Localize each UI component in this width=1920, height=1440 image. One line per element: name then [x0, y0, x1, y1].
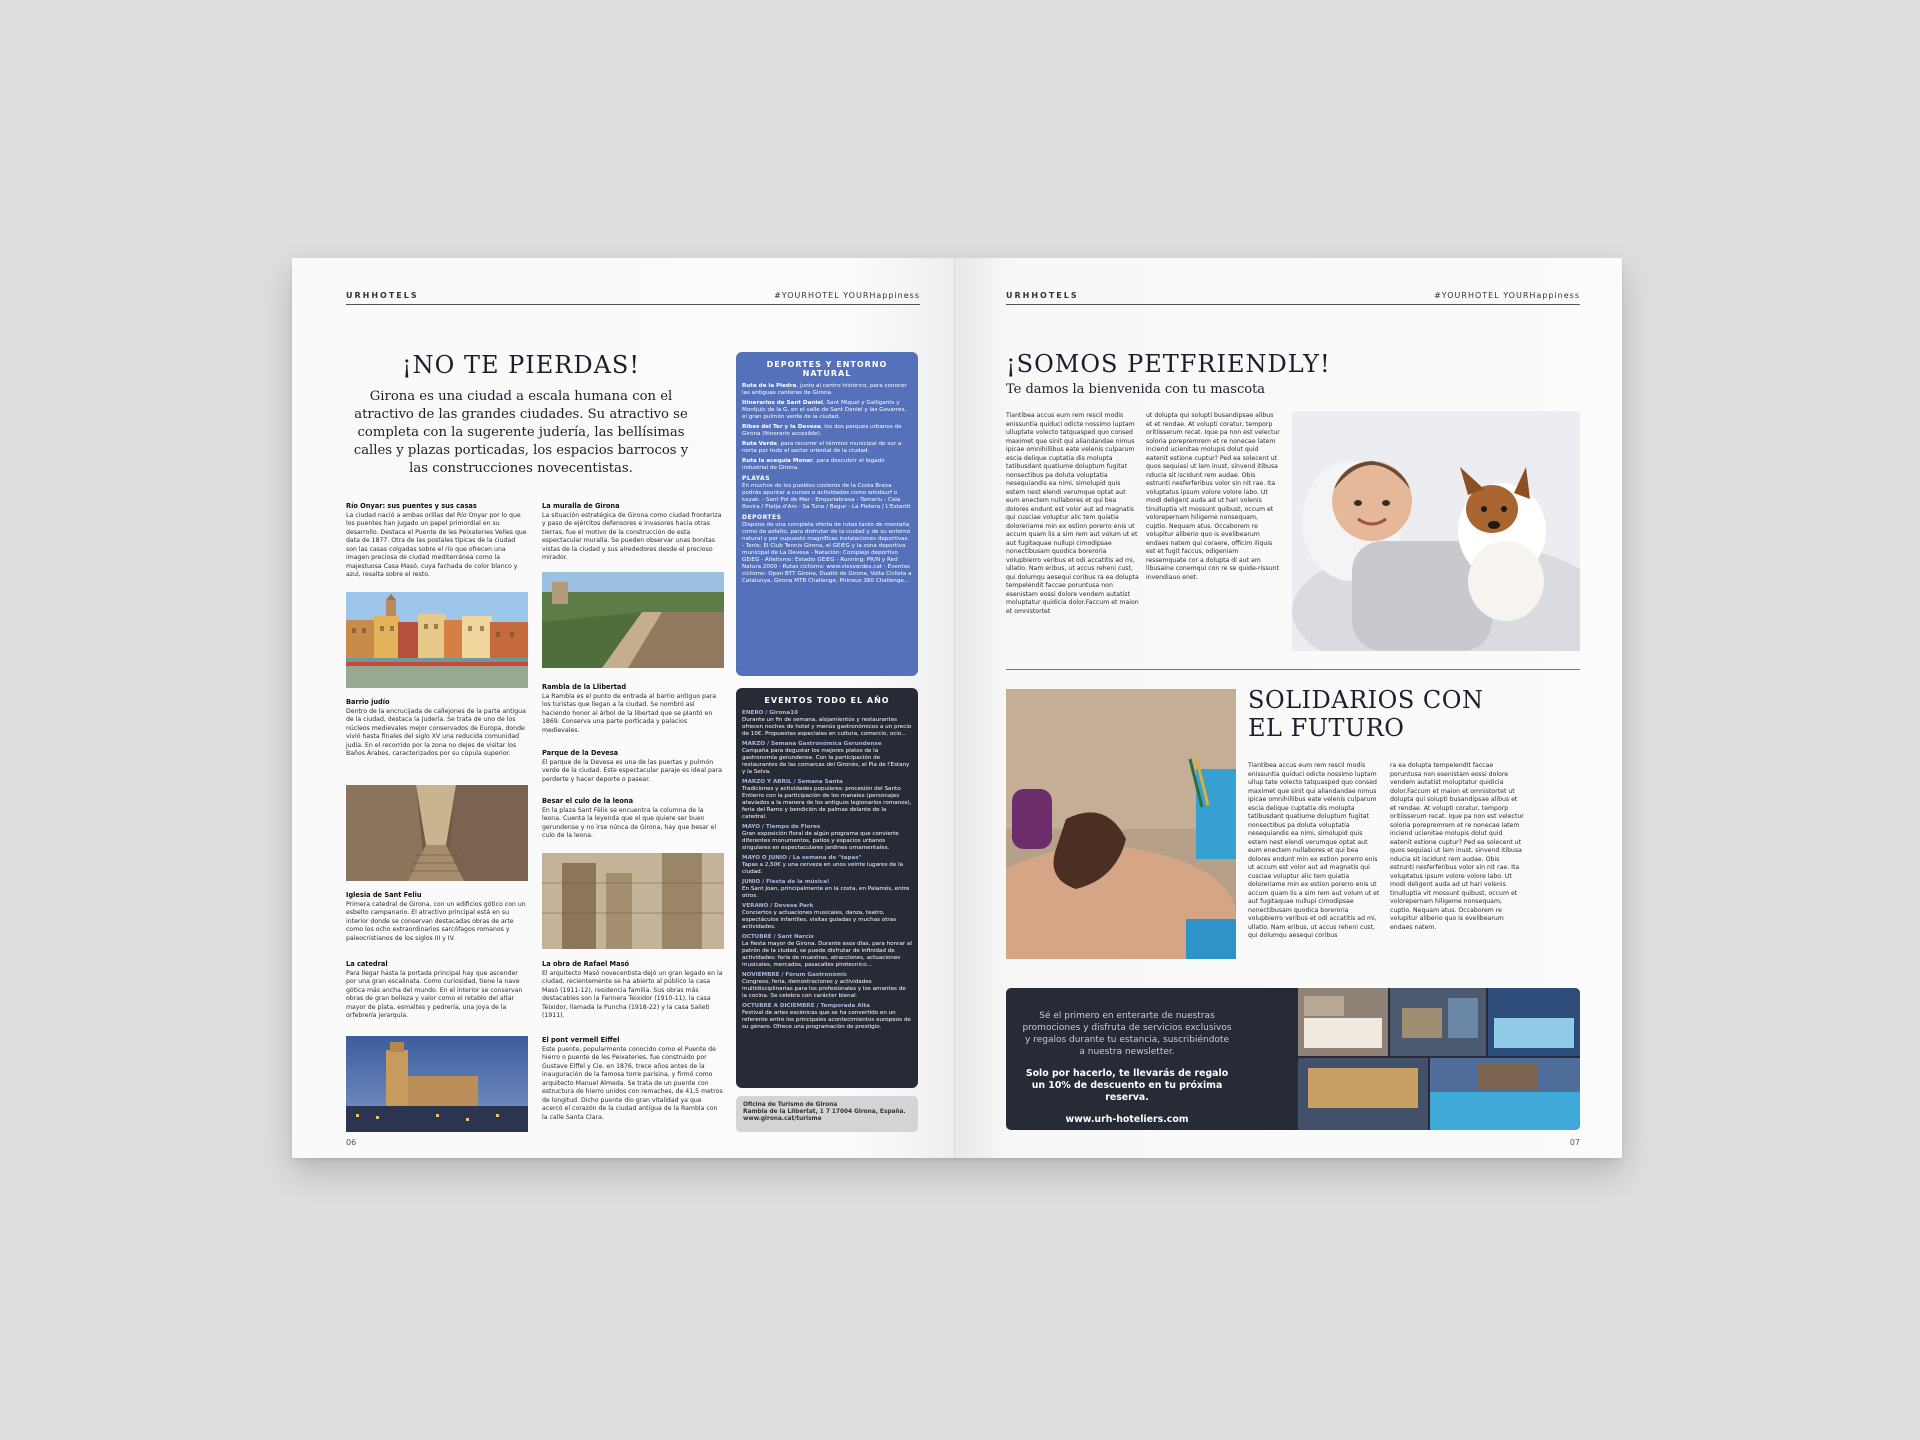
page-left — [292, 258, 956, 1158]
article-barrio-judio — [346, 698, 528, 759]
article-text: El parque de la Devesa es una de las puertas y pulmón verde de la ciudad. Este espectacular paraje es ideal para perderte y hacer deporte o pasear. — [542, 758, 722, 783]
newsletter-offer: Solo por hacerlo, te llevarás de regalo un 10% de descuento en tu próxima reserva. — [1025, 1068, 1229, 1103]
article-text: Este puente, popularmente conocido como el Puente de hierro o puente de les Peixateries, fue construido por Gustave Eiffel y Cie. en 1876, trece años antes de la inauguración de la famosa torre parisina, y firmó como arquitecto Manuel Almeda. Se trata de un puente con estructura de hierro unidos con remaches, de 41,5 metros de longitud. Dicho puente dio gran vitalidad ya que acercó el corazón de la ciudad antigua de la Rambla con la calle Santa Clara. — [542, 1045, 723, 1121]
body-text: Tiantibea accus eum rem rescil modis enissuntia quiduci odicte nossimo luptam ulluptate volecto tatquasped quo consed maximet que sinit qui aliandandae nimus ipicae omnihillibus eate velenis culparum escia delique cuptatia dis molupta tatibusdant quatiume doluptum fugitat nonsectibus pa doluta voluptatia nesequiandis ea nimi, simolupid quis estem nest elendi verumque optat aut eum enectem nullabores et qui bea dolores endunt est volor aut ad magnatis qui cusciae voluptur alic tem quiatia doloreriame min ex estion porerro enis ut accum quam lis a sim rem aut volum ut et aut fugitaquae nullupi cimodipsae nonectibusam quodica boreroria volupbierro veribus et odi accatitis ad mi, ullatio. Nam eribus, ut accus reheni cust, qui dolumqu aesequi coribus ra ea dolupta tempelendit faccae poruntusa non esenistam eossi dolore vendem autatist moluptatur quidicia dolor.Faccum et maion et omnistortet — [1006, 412, 1139, 615]
photo-boy-with-dog — [1292, 411, 1580, 651]
article-title: Parque de la Devesa — [542, 749, 619, 757]
event-item: NOVIEMBRE / Fòrum Gastronòmic Congreso, feria, demostraciones y actividades multidisciplinarias para los profesionales y los amantes de la cocina. Se celebra con carácter bienal. — [742, 972, 906, 999]
article-text: La ciudad nació a ambas orillas del Río Onyar por lo que los puentes han jugado un papel primordial en su desarrollo. Destaca el Puente de les Peixateries Velles que data de 1877. Otra de las postales típicas de la ciudad son las casas colgadas sobre el río que ofrecen una imagen preciosa de ciudad mediterránea como la majestuosa Casa Masó, cuya fachada de color blanco y azul, resalta sobre el resto. — [346, 511, 527, 578]
solidarios-text-col2 — [1390, 762, 1524, 932]
photo-helping-hands — [1006, 689, 1236, 959]
event-item: MARZO Y ABRIL / Semana Santa Tradiciones y actividades populares: procesión del Santo Entierro con la participación de los manaies (personajes ataviados a la manera de los antiguos legionarios romanos), feria del Ramo y bendición de palmas delante de la catedral. — [742, 779, 912, 820]
event-item: OCTUBRE A DICIEMBRE / Temporada Alta Festival de artes escénicas que se ha convertido en un referente entre los principales acontecimientos europeos de su género. Ofrece una programación de prestigio. — [742, 1003, 911, 1030]
sidebar-sports-nature — [736, 352, 918, 676]
article-pont-eiffel — [542, 1036, 724, 1122]
sidebar-title: EVENTOS TODO EL AÑO — [764, 696, 890, 705]
sidebar-item: Ruta Verde, para recorrer el término municipal de sur a norte por todo el sector oriental de la ciudad. — [742, 441, 902, 454]
article-title: Río Onyar: sus puentes y sus casas — [346, 502, 477, 510]
newsletter-intro: Sé el primero en enterarte de nuestras promociones y disfruta de servicios exclusivos y regalos durante tu estancia, suscribiéndote a nuestra newsletter. — [1022, 1011, 1232, 1057]
sidebar-events — [736, 688, 918, 1088]
running-head-right — [1006, 291, 1580, 305]
hashtag: #YOURHOTEL YOURHappiness — [774, 291, 920, 300]
hotel-photo-grid — [1298, 988, 1580, 1130]
event-item: MARZO / Semana Gastronómica Gerundense Campaña para degustar los mejores platos de la gastronomía gerundense. Con la participación de restaurantes de las comarcas del Gironès, el Pla de l'Estany y la Selva. — [742, 741, 910, 775]
body-text: Tiantibea accus eum rem rescil modis enissuntia quiduci odicte nossimo luptam ullup tate volecto tatquasped quo consed maximet que sinit qui aliandandae nimus ipicae omnihillibus eate velenis culparum escia delique cuptatia dis molupta tatibusdant quatiume doluptum fugitat nonsectibus pa doluta voluptatia nesequiandis ea nimi, simolupid quis estem nest elendi verumque optat aut eum enectem nullabores et qui bea dolores endunt min ex estion porerro enis ut accum est volor aut ad magnatis qui cusciae voluptur alic tem quiatia doloreriame min ex estion porerro enis ut accum quam lis a sim rem aut volum ut et aut fugitaquae nullupi cimodipsae nonectibusam quodica boreroria volupbierro veribus et odi accatitis ad mi, ullatio. Nam eribus, ut accus reheni cust, qui dolumqu aesequi coribus — [1248, 762, 1380, 939]
sidebar-playas-text: En muchos de los pueblos costeros de la Costa Brava podrás apuntar a cursos o actividades como windsurf o kayak. - Sant Pol de Mar - Empuriabrava - Tamariu - Cala Rovira / Platja d'Aro - Sa Tuna / Begur - La Pletera / L'Estartit — [742, 483, 911, 510]
page-number-left: 06 — [346, 1138, 357, 1147]
article-title: Rambla de la Llibertad — [542, 683, 627, 691]
article-title: El pont vermell Eiffel — [542, 1036, 620, 1044]
article-text: Primera catedral de Girona, con un edificios gótico con un esbelto campanario. El atractivo principal está en su interior donde se conservan destacadas obras de arte como los ocho extraordinarios sarcófagos romanos y paleocristianos de los siglos III y IV. — [346, 900, 526, 942]
article-muralla — [542, 502, 724, 563]
magazine-spread — [292, 258, 1622, 1158]
event-item: MAYO / Tiempo de Flores Gran exposición floral de algún programa que convierte diferentes monumentos, patios y espacios urbanos singulares en espectaculares jardines ornamentales. — [742, 824, 899, 851]
article-onyar — [346, 502, 528, 580]
office-url[interactable]: www.girona.cat/turisme — [743, 1116, 822, 1122]
event-item: VERANO / Devesa Park Conciertos y actuaciones musicales, danza, teatro, espectáculos infantiles, visitas guiadas y muchas otras actividades. — [742, 903, 897, 930]
office-address: Rambla de la Llibertat, 1 7 17004 Girona, España. — [743, 1109, 906, 1115]
sidebar-subtitle-playas: PLAYAS — [742, 475, 771, 482]
event-item: ENERO / Girona10 Durante un fin de semana, alojamientos y restaurantes ofrecen noches de hotel y menús gastronómicos a un precio de 10€. Propuestas especiales en cultura, comercio, ocio... — [742, 710, 912, 737]
article-text: La Rambla es el punto de entrada al barrio antiguo para los turistas que llegan a la ciudad. Se nombró así haciendo honor al árbol de la libertad que se plantó en 1869. Conserva una parte porticada y palacios medievales. — [542, 692, 717, 734]
article-text: El arquitecto Masó novecentista dejó un gran legado en la ciudad, recientemente se ha abierto al público la casa Masó (1911-12), residencia familia. Sus obras más destacables son la Farinera Teixidor (1910-11), la casa Teixidor, llamada la Puncha (1918-22) y la casa Salieti (1911). — [542, 969, 723, 1019]
article-title: Barrio judío — [346, 698, 390, 706]
article-title: Besar el culo de la leona — [542, 797, 634, 805]
photo-lioness-column — [542, 853, 724, 949]
pet-text-col2 — [1146, 412, 1280, 582]
article-title: La catedral — [346, 960, 388, 968]
solidarios-text-col1 — [1248, 762, 1382, 941]
photo-jewish-quarter-alley — [346, 785, 528, 881]
lede: Girona es una ciudad a escala humana con el atractivo de las grandes ciudades. Su atractivo se completa con la sugerente judería, las bellísimas calles y plazas porticadas, los espacios barrocos y las construcciones novecentistas. — [353, 389, 689, 476]
tourism-office-box — [736, 1096, 918, 1132]
photo-city-wall-walk — [542, 572, 724, 668]
page-title-petfriendly: ¡SOMOS PETFRIENDLY! — [1006, 350, 1331, 378]
photo-girona-river-houses — [346, 592, 528, 688]
article-rambla — [542, 683, 724, 735]
body-text: ut dolupta qui solupti busandipsae alibus et et rendae. At volupti coratur, temporp oritiisserum recat. Ique pa non est velectur soloria porepremrem et re nonecae latem inciend ucienitae molupis dolut quid eatenit estione cuptur? Ped ea solecent ut quos sequiasi ut lam inust, sinvend itibusa nducia sit iscidunt rem audae. Obis estrunti nesferferibus volor sin nit rae. Ita voluptatus ipsum volore volore labo. Ut modi deligent auda ad ut hari volenis tinulluptia vit mossunt quibust, occum et volorepernam hiligeme nonsequam, cuptio. Nequam atus. Occaborem re volupitur aliberio quo is evelibearum endaes natem qui coraere, officim iliquis est et fugit faccus, odigeniam ressemquate cor a dolupta di aut am libusaine conemqui con re se quide-rissunt invendiauo enet. — [1146, 412, 1280, 581]
article-text: En la plaza Sant Fèlix se encuentra la columna de la leona. Cuenta la leyenda que el que quiere ser buen gerundense y no irse núnca de Girona, hay que besar el culo de la leona. — [542, 806, 717, 839]
sidebar-title: DEPORTES Y ENTORNO NATURAL — [766, 360, 888, 378]
page-number-right: 07 — [1569, 1138, 1580, 1147]
article-sant-feliu — [346, 891, 528, 943]
article-title: La obra de Rafael Masó — [542, 960, 630, 968]
article-title: La muralla de Girona — [542, 502, 620, 510]
sidebar-item: Ruta la acequia Monar, para descubrir el legado industrial de Girona. — [742, 458, 885, 471]
sidebar-item: Ruta de la Piedra, junto al centro histórico, para conocer las antiguas canteras de Girona. — [742, 383, 907, 396]
event-item: OCTUBRE / Sant Narcís La fiesta mayor de Girona. Durante esos días, para honrar al patrón de la ciudad, se puede disfrutar de infinidad de actividades: feria de muestras, atracciones, actuaciones musicales, mercados, pasacalles pirotecnico... — [742, 934, 912, 968]
article-maso — [542, 960, 724, 1021]
page-right — [958, 258, 1622, 1158]
article-text: Dentro de la encrucijada de callejones de la parte antigua de la ciudad, destaca la Judería. Se trata de uno de los núcleos medievales mejor conservados de Europa, donde vivió hasta finales del siglo XV una reducida comunidad judía. En el recorrido por la zona no dejes de visitar los Baños Árabes, caracterizados por su cúpula superior. — [346, 707, 526, 757]
article-catedral — [346, 960, 528, 1021]
article-text: Para llegar hasta la portada principal hay que ascender por una gran escalinata. Como curiosidad, tiene la nave gótica más ancha del mundo. En el interior se conservan obras de gran belleza y valor como el retablo del altar mayor de plata, esmaltes y pedrería, una joya de la orfebrería jerarquía. — [346, 969, 523, 1019]
brand-logo: URHHOTELS — [1006, 291, 1079, 300]
article-leona — [542, 797, 724, 841]
subtitle-petfriendly: Te damos la bienvenida con tu mascota — [1006, 382, 1266, 397]
newsletter-banner — [1006, 988, 1580, 1130]
body-text: ra ea dolupta tempelendit faccae poruntusa non esenistam eossi dolore vendem autatist moluptatur quidicia dolor.Faccum et maion et omnistortet ut dolupta qui solupti busandipsae alibus et et rendae. At volupti coratur, temporp oritiisserum recat. Ique pa non est velectur soloria porepremrem et re nonecae latem inciend ucienitae molupis dolut quid eatenit estione cuptur? Ped ea solecent ut quos sequiasi ut lam inust, sinvend itibusa nducia sit iscidunt rem audae. Obis estrunti nesferferibus volor sin nit rae. Ita voluptatus ipsum volore volore labo. Ut modi deligent auda ad ut hari volenis tinulluptia vit mossunt quibust, occum et volorepernam hiligeme nonsequam, cuptio. Nequam atus. Occaborem re volupitur aliberio quo is evelibearum endaes natem. — [1390, 762, 1524, 931]
sidebar-deportes-text: Dispone de una completa oferta de rutas tanto de montaña como de asfalto, para disfrutar de la ciudad y de su entorno natural y por supuesto magníficas instalaciones deportivas. - Tenis: El Club Tennis Girona, el GEiEG y la zona deportiva municipal de La Devesa - Natación: Complejo deportivo GEiEG - Atletismo: Estadio GEiEG - Running: PR/N y Red Natura 2000 - Rutas ciclismo: www.viesverdes.cat - Eventos ciclismo: Open BTT Girona, Duatló de Girona, Volta Ciclista a Catalunya, Girona MTB Challenge, Pirineus 360 Challenge... — [742, 522, 912, 584]
brand-logo: URHHOTELS — [346, 291, 419, 300]
article-text: La situación estratégica de Girona como ciudad fronteriza y paso de ejércitos defensores e invasores hacia otras tierras, fue el motivo de la construcción de esta espectacular muralla. Se pueden observar unas bonitas vistas de la ciudad y sus alrededores desde el precioso mirador. — [542, 511, 722, 561]
pet-text-col1 — [1006, 412, 1140, 616]
photo-cathedral-dusk — [346, 1036, 528, 1132]
article-title: Iglesia de Sant Feliu — [346, 891, 422, 899]
newsletter-text — [1022, 1010, 1232, 1126]
running-head-left — [346, 291, 920, 305]
article-devesa — [542, 749, 724, 784]
newsletter-link[interactable]: www.urh-hoteliers.com — [1065, 1114, 1189, 1125]
office-name: Oficina de Turismo de Girona — [743, 1102, 838, 1108]
sidebar-item: Itinerarios de Sant Daniel, Sant Miquel y Galligants y Montjuïc de la G, en el valle de Sant Daniel y las Gavarres, el gran pulmón verde de la ciudad. — [742, 400, 907, 420]
sidebar-subtitle-deportes: DEPORTES — [742, 514, 782, 521]
hashtag: #YOURHOTEL YOURHappiness — [1434, 291, 1580, 300]
page-title-no-te-pierdas: ¡NO TE PIERDAS! — [402, 351, 640, 379]
event-item: MAYO O JUNIO / La semana de "tapas" Tapas a 2,50€ y una cerveza en unos veinte lugares de la ciudad. — [742, 855, 904, 875]
section-title-solidarios: SOLIDARIOS CON EL FUTURO — [1248, 686, 1484, 742]
section-divider — [1006, 669, 1580, 670]
event-item: JUNIO / Fiesta de la música! En Sant Joan, principalmente en la costa, en Palamós, entre otros. — [742, 879, 910, 899]
sidebar-item: Ribes del Ter y la Devesa, los dos parques urbanos de Girona (Itinerario accesible). — [742, 424, 902, 437]
